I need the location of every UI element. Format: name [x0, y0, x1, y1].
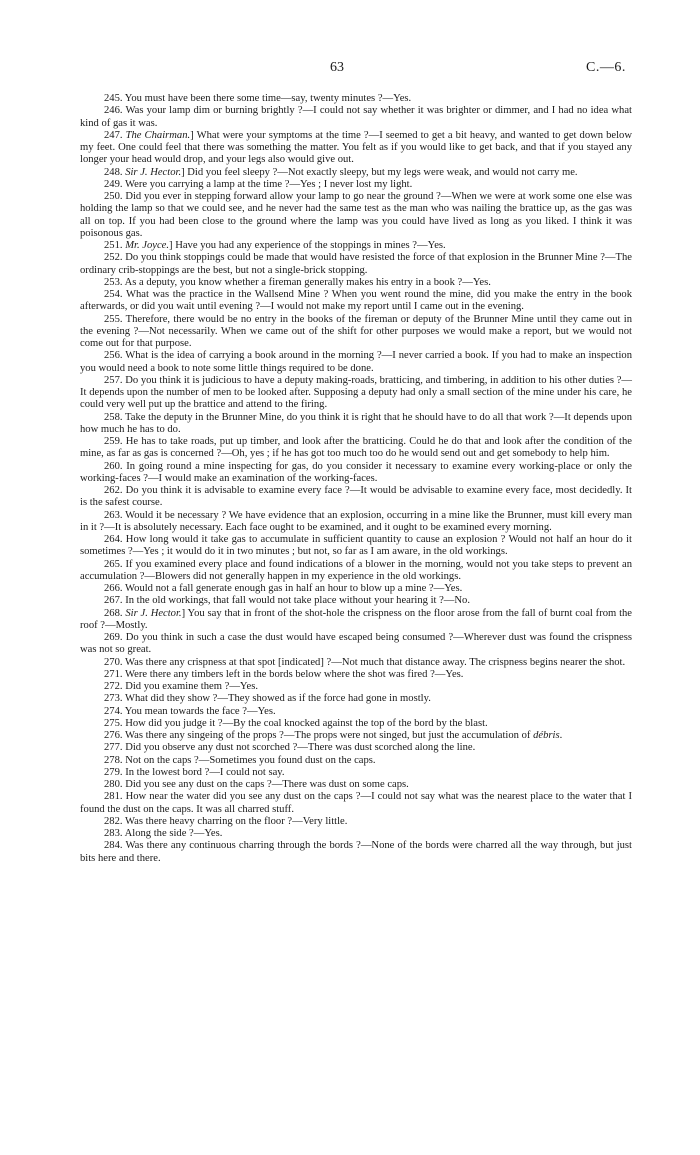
testimony-paragraph	[80, 252, 632, 277]
paragraph-text: 284. Was there any continuous charring through the bords ?—None of the bords were charred all the way through, but just bits here and there.	[80, 840, 632, 864]
paragraph-text: 269. Do you think in such a case the dust would have escaped being consumed ?—Wherever dust was found the crispness was not so great.	[80, 632, 632, 656]
paragraph-text-continued: .	[559, 730, 563, 741]
testimony-paragraph	[80, 485, 632, 510]
speaker-name: The Chairman.	[125, 129, 191, 141]
paragraph-text: 278. Not on the caps ?—Sometimes you found dust on the caps.	[104, 754, 376, 766]
testimony-paragraph	[80, 840, 632, 865]
testimony-paragraph	[80, 730, 632, 742]
paragraph-text-continued: ] You say that in front of the shot-hole the crispness on the floor arose from the fall of burnt coal from the roof ?—Mostly.	[80, 607, 633, 631]
testimony-paragraph	[80, 791, 632, 816]
testimony-paragraph	[80, 779, 632, 791]
testimony-paragraph	[80, 510, 632, 535]
testimony-paragraph	[80, 559, 632, 584]
testimony-paragraph	[80, 105, 632, 130]
paragraph-text: 247.	[104, 129, 126, 141]
testimony-paragraph	[80, 693, 632, 705]
paragraph-text: 273. What did they show ?—They showed as if the force had gone in mostly.	[104, 693, 431, 705]
testimony-paragraph	[80, 632, 632, 657]
page-number: 63	[330, 60, 344, 75]
document-reference: C.—6.	[586, 60, 626, 75]
testimony-paragraph	[80, 534, 632, 559]
testimony-paragraph	[80, 240, 632, 252]
testimony-paragraph	[80, 179, 632, 191]
paragraph-text: 252. Do you think stoppings could be made that would have resisted the force of that explosion in the Brunner Mine ?—The ordinary crib-stoppings are the best, but not a single-brick stopping.	[80, 252, 632, 276]
paragraph-text: 283. Along the side ?—Yes.	[104, 828, 223, 839]
speaker-name: Sir J. Hector.	[125, 166, 182, 178]
paragraph-text: 259. He has to take roads, put up timber, and look after the bratticing. Could he do that and look after the condition of the mine, as far as gas is concerned ?—Oh, yes ; if he has got too much too do he would send out and get somebody to help him.	[80, 436, 632, 460]
paragraph-text: 274. You mean towards the face ?—Yes.	[104, 705, 276, 717]
testimony-paragraph	[80, 718, 632, 730]
paragraph-text: 270. Was there any crispness at that spot [indicated] ?—Not much that distance away. The crispness begins nearer the shot.	[104, 656, 626, 668]
testimony-paragraph	[80, 350, 632, 375]
paragraph-text: 257. Do you think it is judicious to have a deputy making-roads, bratticing, and timbering, in addition to his other duties ?—It depends upon the number of men to be looked after. Supposing a deputy had only a small section of the mine under his care, he could very well put up the brattice and attend to the firing.	[80, 374, 632, 411]
testimony-paragraph	[80, 277, 632, 289]
paragraph-text: 277. Did you observe any dust not scorched ?—There was dust scorched along the line.	[104, 742, 476, 754]
testimony-paragraph	[80, 130, 632, 167]
paragraph-text: 267. In the old workings, that fall would not take place without your hearing it ?—No.	[104, 595, 470, 607]
paragraph-text: 262. Do you think it is advisable to examine every face ?—It would be advisable to examine every face, most decidedly. It is the safest course.	[80, 485, 632, 509]
testimony-paragraph	[80, 93, 632, 105]
testimony-paragraph	[80, 461, 632, 486]
paragraph-text: 249. Were you carrying a lamp at the time ?—Yes ; I never lost my light.	[104, 178, 413, 190]
testimony-paragraph	[80, 412, 632, 437]
paragraph-text: 254. What was the practice in the Wallsend Mine ? When you went round the mine, did you make the entry in the book afterwards, or did you wait until evening ?—I would not make my report until I came out in the evening.	[80, 289, 632, 313]
testimony-paragraph	[80, 436, 632, 461]
testimony-paragraph	[80, 828, 632, 840]
paragraph-text: 279. In the lowest bord ?—I could not say.	[104, 766, 285, 778]
paragraph-text: 282. Was there heavy charring on the floor ?—Very little.	[104, 815, 348, 827]
testimony-paragraph	[80, 669, 632, 681]
paragraph-text: 253. As a deputy, you know whether a fireman generally makes his entry in a book ?—Yes.	[104, 276, 491, 288]
paragraph-text-continued: ] Have you had any experience of the stoppings in mines ?—Yes.	[169, 240, 446, 251]
paragraph-text: 250. Did you ever in stepping forward allow your lamp to go near the ground ?—When we were at work some one else was holding the lamp so that we could see, and he never had the same test as the man who was nailing the brattice up, as the gas was all on top. If you had been close to the ground where the lamp was you could have lived as long as you liked. I think it was poisonous gas.	[80, 191, 632, 239]
paragraph-text: 264. How long would it take gas to accumulate in sufficient quantity to cause an explosion ? Would not half an hour do it sometimes ?—Yes ; it would do it in two minutes ; but not, so far as I am aware, in the old workings.	[80, 534, 632, 558]
page-header	[0, 60, 700, 78]
testimony-paragraph	[80, 167, 632, 179]
speaker-name: Mr. Joyce.	[125, 240, 170, 251]
testimony-paragraph	[80, 657, 632, 669]
testimony-paragraph	[80, 767, 632, 779]
paragraph-text: 268.	[104, 607, 126, 619]
paragraph-text: 258. Take the deputy in the Brunner Mine, do you think it is right that he should have to do all that work ?—It depends upon how much he has to do.	[80, 411, 632, 435]
paragraph-text: 275. How did you judge it ?—By the coal knocked against the top of the bord by the blast.	[104, 717, 488, 729]
paragraph-text: 260. In going round a mine inspecting for gas, do you consider it necessary to examine every working-place or only the working-faces ?—I would make an examination of the working-faces.	[80, 460, 632, 484]
testimony-paragraph	[80, 583, 632, 595]
speaker-name: débris	[533, 730, 560, 741]
paragraph-text: 265. If you examined every place and found indications of a blower in the morning, would not you take steps to prevent an accumulation ?—Blowers did not generally happen in my experience in the old workings.	[80, 558, 632, 582]
paragraph-text: 251.	[104, 240, 126, 251]
paragraph-text: 248.	[104, 166, 126, 178]
testimony-paragraph	[80, 706, 632, 718]
testimony-paragraph	[80, 755, 632, 767]
paragraph-text: 280. Did you see any dust on the caps ?—There was dust on some caps.	[104, 779, 409, 790]
testimony-paragraph	[80, 681, 632, 693]
paragraph-text: 255. Therefore, there would be no entry in the books of the fireman or deputy of the Brunner Mine until they came out in the evening ?—Not necessarily. When we came out of the shift for other purposes we would make a report, but we would not come out for that purpose.	[80, 313, 632, 349]
testimony-paragraph	[80, 816, 632, 828]
paragraph-text: 272. Did you examine them ?—Yes.	[104, 681, 258, 692]
testimony-paragraph	[80, 595, 632, 607]
testimony-body	[80, 93, 632, 865]
testimony-paragraph	[80, 608, 632, 633]
paragraph-text: 256. What is the idea of carrying a book around in the morning ?—I never carried a book. If you had to make an inspection you would need a book to note some little things required to be done.	[80, 350, 632, 374]
paragraph-text: 266. Would not a fall generate enough gas in half an hour to blow up a mine ?—Yes.	[104, 583, 463, 594]
testimony-paragraph	[80, 191, 632, 240]
paragraph-text: 245. You must have been there some time—say, twenty minutes ?—Yes.	[104, 93, 412, 104]
speaker-name: Sir J. Hector.	[125, 607, 182, 619]
paragraph-text-continued: ] What were your symptoms at the time ?—I seemed to get a bit heavy, and wanted to get down below my feet. One could feel that there was something the matter. You felt as if you would like to get back, and that if you stayed any longer your head would drop, and your legs also would give out.	[80, 129, 633, 166]
paragraph-text: 281. How near the water did you see any dust on the caps ?—I could not say what was the nearest place to the water that I found the dust on the caps. It was all charred stuff.	[80, 791, 632, 815]
testimony-paragraph	[80, 742, 632, 754]
paragraph-text: 246. Was your lamp dim or burning brightly ?—I could not say whether it was brighter or dimmer, and I had no idea what kind of gas it was.	[80, 105, 632, 129]
paragraph-text: 271. Were there any timbers left in the bords below where the shot was fired ?—Yes.	[104, 668, 464, 680]
paragraph-text-continued: ] Did you feel sleepy ?—Not exactly sleepy, but my legs were weak, and would not carry me.	[181, 166, 578, 178]
testimony-paragraph	[80, 375, 632, 412]
paragraph-text: 276. Was there any singeing of the props ?—The props were not singed, but just the accumulation of	[104, 730, 534, 741]
paragraph-text: 263. Would it be necessary ? We have evidence that an explosion, occurring in a mine like the Brunner, must kill every man in it ?—It is absolutely necessary. Each face ought to be examined, and it ought to be examined every morning.	[80, 509, 632, 533]
testimony-paragraph	[80, 314, 632, 351]
testimony-paragraph	[80, 289, 632, 314]
